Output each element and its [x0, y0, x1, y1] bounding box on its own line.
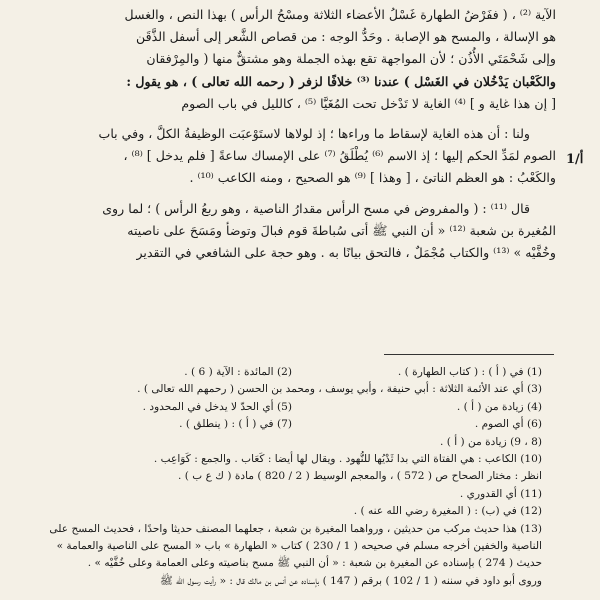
footnote: (4) زيادة من ( أ ) .	[456, 400, 542, 413]
text-line: الصوم لمَدِّ الحكم إليها ؛ إذ الاسم ⁽⁶⁾ يُطْلَقُ ⁽⁷⁾ على الإمساك ساعةً [ فلم يدخل ] ⁽⁸⁾ ،	[123, 148, 556, 164]
footnote: (6) أي الصوم .	[474, 418, 542, 431]
footnote: (12) في (ب) : ( المغيرة رضي الله عنه ) .	[353, 505, 542, 518]
footnote: (7) في ( أ ) : ( ينطلق ) .	[179, 418, 292, 431]
main-text	[14, 4, 556, 264]
text-line: قال ⁽¹¹⁾ : ( والمفروض في مسح الرأس مقدارُ الناصية ، وهو ربعُ الرأس ) ؛ لما روى	[102, 200, 530, 216]
footnote: (10) الكاعب : هي الفتاة التي بدا ثَدْيُها للنُّهود . ويقال لها أيضا : كَعَاب . والجمع : كَوَاعِب .	[153, 453, 542, 466]
footnote: حديث ( 274 ) بإسناده عن المغيرة بن شعبة : « أن النبي ﷺ مسح بناصيته وعلى العمامة وعلى خُفَّيْه » .	[87, 557, 542, 570]
text-line: هو الإسالة ، والمسح هو الإصابة . وحَدُّ الوجه : من قصاص الشَّعر إلى أسفل الذَّقَن	[136, 29, 556, 45]
footnote: (8 ، 9) زيادة من ( أ ) .	[439, 435, 542, 448]
text-line: الآية ⁽²⁾ ، ( ففَرْضُ الطهارة غَسْلُ الأعضاء الثلاثة ومسْحُ الرأس ) بهذا النص ، والغسل	[124, 7, 556, 22]
text-line: ولنا : أن هذه الغاية لإسقاط ما وراءها ؛ إذ لولاها لاستَوْعبَت الوظيفةُ الكلَّ ، وفي باب	[98, 126, 530, 142]
footnote-row	[14, 399, 542, 416]
footnote: (1) في ( أ ) : ( كتاب الطهارة ) .	[397, 366, 542, 378]
footnote: (2) المائدة : الآية ( 6 ) .	[184, 366, 292, 378]
text-line: وخُفَّيْه » ⁽¹³⁾ والكتاب مُجْمَلٌ ، فالتحق بيانًا به . وهو حجة على الشافعي في التقدير	[136, 245, 556, 261]
text-line: [ إن هذا غاية و ] ⁽⁴⁾ الغاية لا تَدْخل تحت المُغَيَّا ⁽⁵⁾ ، كالليل في باب الصوم	[181, 95, 556, 111]
footnote: (13) هذا حديث مركب من حديثين ، ورواهما المغيرة بن شعبة ، جعلهما المصنف حديثا واحدًا ، فحديث المسح على	[49, 522, 542, 535]
footnote: (11) أي القدوري .	[459, 487, 542, 500]
text-line: والكَعْبُ : هو العظم الناتئ ، [ وهذا ] ⁽⁹⁾ هو الصحيح ، ومنه الكاعب ⁽¹⁰⁾ .	[189, 170, 556, 186]
footnote: (3) أي عند الأئمة الثلاثة : أبي حنيفة ، وأبي يوسف ، ومحمد بن الحسن ( رحمهم الله تعالى ) .	[137, 383, 542, 396]
text-line: وإلى شَحْمَتَي الأُذُن ؛ لأن المواجهة تقع بهذه الجملة وهو مشتقٌّ منها ( والمِرْفقان	[146, 51, 556, 67]
footnote-row	[14, 364, 542, 381]
folio-marker: 1/أ	[566, 152, 584, 167]
text-line: والكَعْبان يَدْخُلان في الغَسْل ) عندنا ⁽³⁾ خلافًا لزفر ( رحمه الله تعالى ) ، هو يقول :	[126, 73, 556, 89]
footnote: وروى أبو داود في سننه ( 1 / 102 ) برقم ( 147 ) بإسناده عن أنس بن مالك قال : « رأيت رسول الله ﷺ	[160, 574, 542, 587]
footnote-divider	[384, 354, 554, 355]
text-line: المُغيرة بن شعبة ⁽¹²⁾ « أن النبي ﷺ أتى سُباطةَ قوم فبالَ وتوضأ ومَسَحَ على ناصيته	[127, 222, 556, 238]
footnote: (5) أي الحدّ لا يدخل في المحدود .	[142, 400, 292, 413]
footnotes	[14, 364, 542, 590]
footnote: الناصية والخفين أخرجه مسلم في صحيحه ( 1 / 230 ) كتاب « الطهارة » باب « المسح على الناصية والعمامة »	[56, 540, 542, 553]
footnote: انظر : مختار الصحاح ص ( 572 ) ، والمعجم الوسيط ( 2 / 820 ) مادة ( ك ع ب ) .	[178, 470, 542, 483]
footnote-row	[14, 416, 542, 433]
